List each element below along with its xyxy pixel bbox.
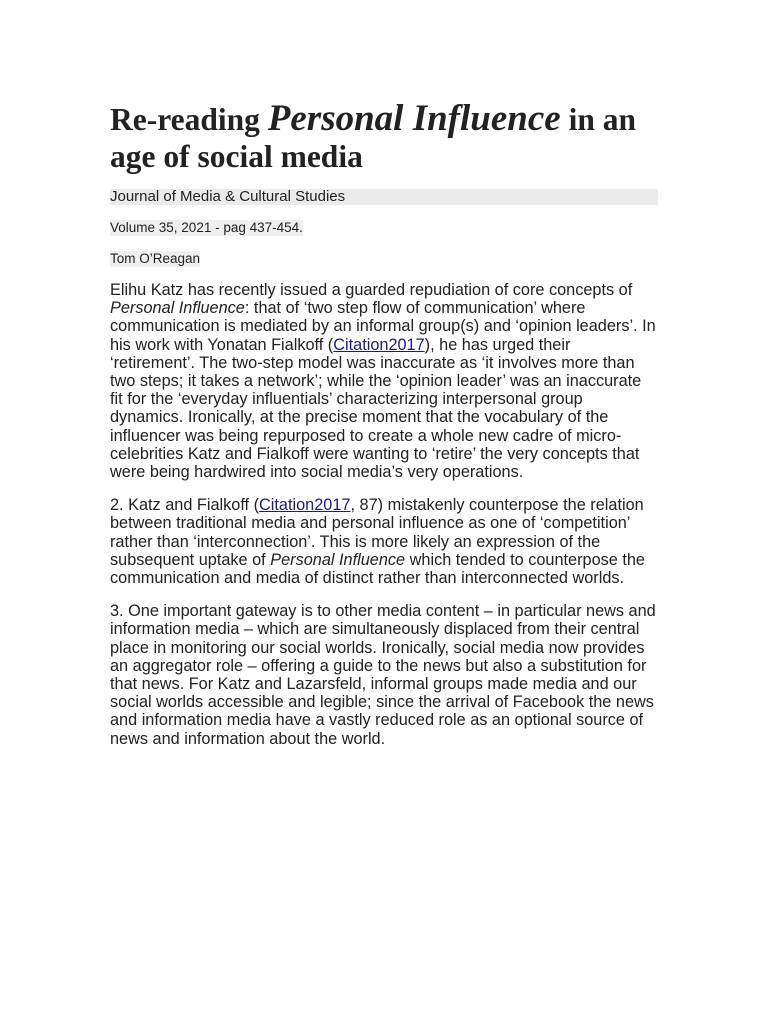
- author-name: Tom O’Reagan: [110, 251, 201, 266]
- p1-text-3: ), he has urged their ‘retirement’. The two-step model was inaccurate as ‘it involves more than two steps; it takes a network’; while the ‘opinion leader’ was an inaccurate fit for the ‘everyday influentials’ characterizing interpersonal group dynamics. Ironically, at the precise moment that the vocabulary of the influencer was being repurposed to create a whole new cadre of micro-celebrities Katz and Fialkoff were wanting to ‘retire’ the very concepts that were being hardwired into social media’s very operations.: [110, 335, 642, 482]
- title-part2: in an age of social media: [110, 102, 637, 174]
- p1-text-2: : that of ‘two step flow of communication’ where communication is mediated by an informal group(s) and ‘opinion leaders’. In his work with Yonatan Fialkoff (: [110, 299, 656, 354]
- p2-text-2: , 87) mistakenly counterpose the relation between traditional media and personal influence as one of ‘competition’ rather than ‘interconnection’. This is more likely an expression of the subsequent uptake of: [110, 496, 644, 569]
- p1-italic-1: Personal Influence: [110, 299, 245, 318]
- title-italic: Personal Influence: [267, 98, 561, 139]
- article: [110, 100, 658, 763]
- paragraph-3: [110, 602, 658, 748]
- title-part1: Re-reading: [110, 102, 268, 137]
- citation-link[interactable]: Citation2017: [259, 496, 351, 515]
- p2-text-1: 2. Katz and Fialkoff (: [110, 496, 260, 515]
- p2-italic-1: Personal Influence: [270, 550, 406, 569]
- journal-name: Journal of Media & Cultural Studies: [110, 189, 658, 205]
- p3-text-1: 3. One important gateway is to other media content – in particular news and information media – which are simultaneously displaced from their central place in monitoring our social worlds. Ironically, social media now provides an aggregator role – offering a guide to the news but also a substitution for that news. For Katz and Lazarsfeld, informal groups made media and our social worlds accessible and legible; since the arrival of Facebook the news and information media have a vastly reduced role as an optional source of news and information about the world.: [110, 602, 656, 748]
- volume-info: Volume 35, 2021 - pag 437-454.: [110, 220, 303, 235]
- citation-link[interactable]: Citation2017: [333, 335, 425, 354]
- p2-text-3: which tended to counterpose the communication and media of distinct rather than interconnected worlds.: [110, 550, 645, 588]
- p1-text-1: Elihu Katz has recently issued a guarded repudiation of core concepts of: [110, 281, 633, 299]
- paragraph-1: [110, 281, 658, 481]
- paragraph-2: [110, 496, 658, 587]
- article-title: [110, 100, 658, 175]
